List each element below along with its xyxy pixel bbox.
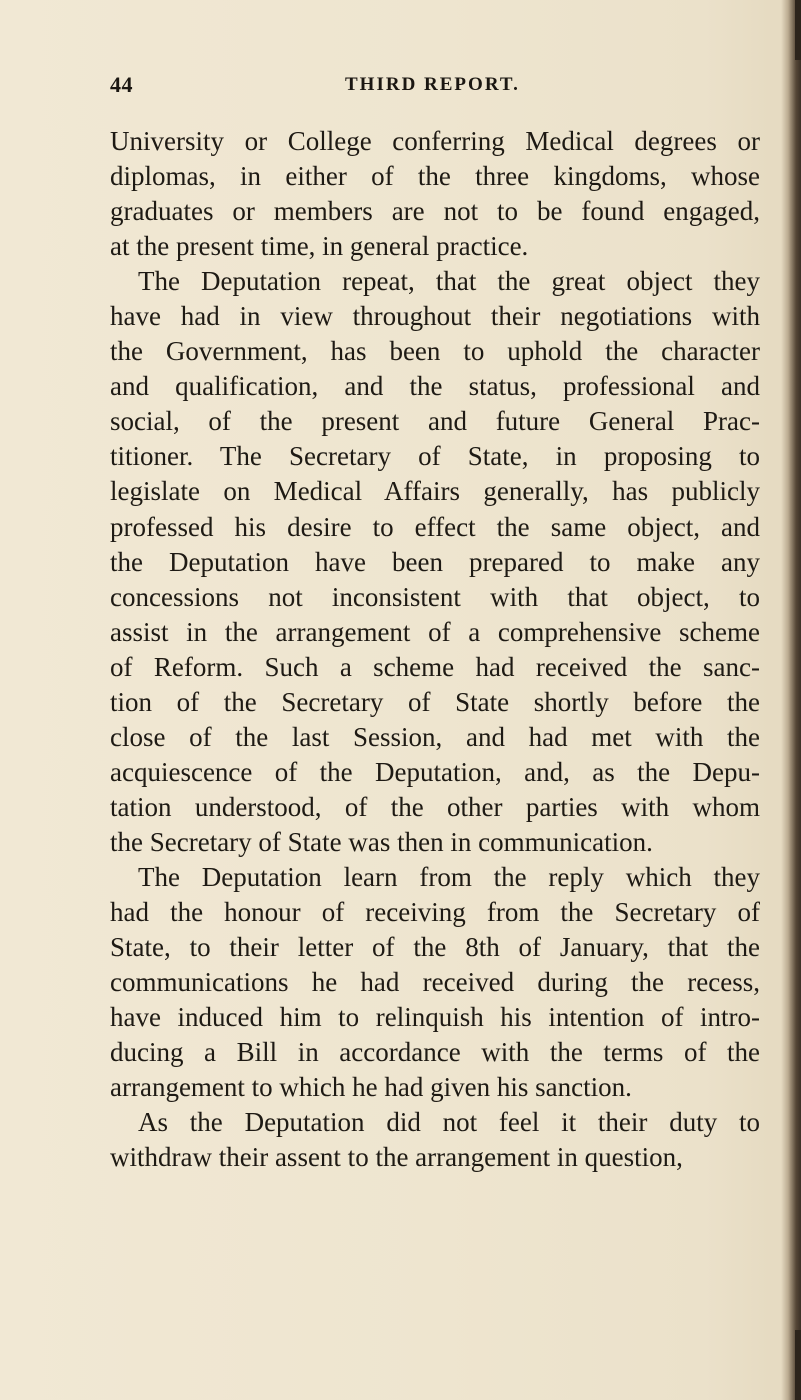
text-line: of Reform. Such a scheme had received the sanc-: [110, 651, 760, 682]
body-text: [110, 124, 760, 1175]
text-line: communications he had received during the recess,: [110, 967, 760, 998]
text-line: professed his desire to effect the same object, and: [110, 511, 760, 542]
text-line: The Deputation repeat, that the great object they: [138, 266, 760, 297]
page-number: 44: [110, 72, 133, 97]
page-edge-shadow: [781, 0, 801, 1400]
text-line: social, of the present and future General Prac-: [110, 406, 760, 437]
text-line: legislate on Medical Affairs generally, has publicly: [110, 476, 760, 507]
text-line: As the Deputation did not feel it their duty to: [138, 1107, 760, 1138]
text-line: have had in view throughout their negotiations with: [110, 301, 760, 332]
text-line: graduates or members are not to be found engaged,: [110, 196, 760, 227]
text-line: arrangement to which he had given his sanction.: [110, 1072, 632, 1103]
running-head: [110, 72, 750, 102]
text-line: and qualification, and the status, professional and: [110, 371, 760, 402]
text-line: acquiescence of the Deputation, and, as the Depu-: [110, 756, 760, 787]
text-line: assist in the arrangement of a comprehensive scheme: [110, 616, 760, 647]
text-line: the Government, has been to uphold the character: [110, 336, 760, 367]
text-line: tation understood, of the other parties with whom: [110, 791, 760, 822]
page-edge-dark: [795, 1330, 801, 1400]
text-line: the Secretary of State was then in communication.: [110, 826, 653, 857]
text-line: tion of the Secretary of State shortly before the: [110, 686, 760, 717]
text-line: close of the last Session, and had met with the: [110, 721, 760, 752]
text-line: withdraw their assent to the arrangement in question,: [110, 1142, 683, 1173]
text-line: ducing a Bill in accordance with the terms of the: [110, 1037, 760, 1068]
text-line: concessions not inconsistent with that object, to: [110, 581, 760, 612]
text-line: diplomas, in either of the three kingdoms, whose: [110, 161, 760, 192]
text-line: titioner. The Secretary of State, in proposing to: [110, 441, 760, 472]
text-line: University or College conferring Medical degrees or: [110, 126, 760, 156]
text-line: had the honour of receiving from the Secretary of: [110, 897, 760, 928]
running-head-title: THIRD REPORT.: [345, 74, 520, 95]
text-line: The Deputation learn from the reply which they: [138, 861, 760, 892]
text-line: the Deputation have been prepared to make any: [110, 546, 760, 577]
text-line: have induced him to relinquish his intention of intro-: [110, 1002, 760, 1033]
text-line: State, to their letter of the 8th of January, that the: [110, 932, 760, 963]
text-line: at the present time, in general practice.: [110, 231, 529, 262]
page-edge-dark: [795, 0, 801, 60]
